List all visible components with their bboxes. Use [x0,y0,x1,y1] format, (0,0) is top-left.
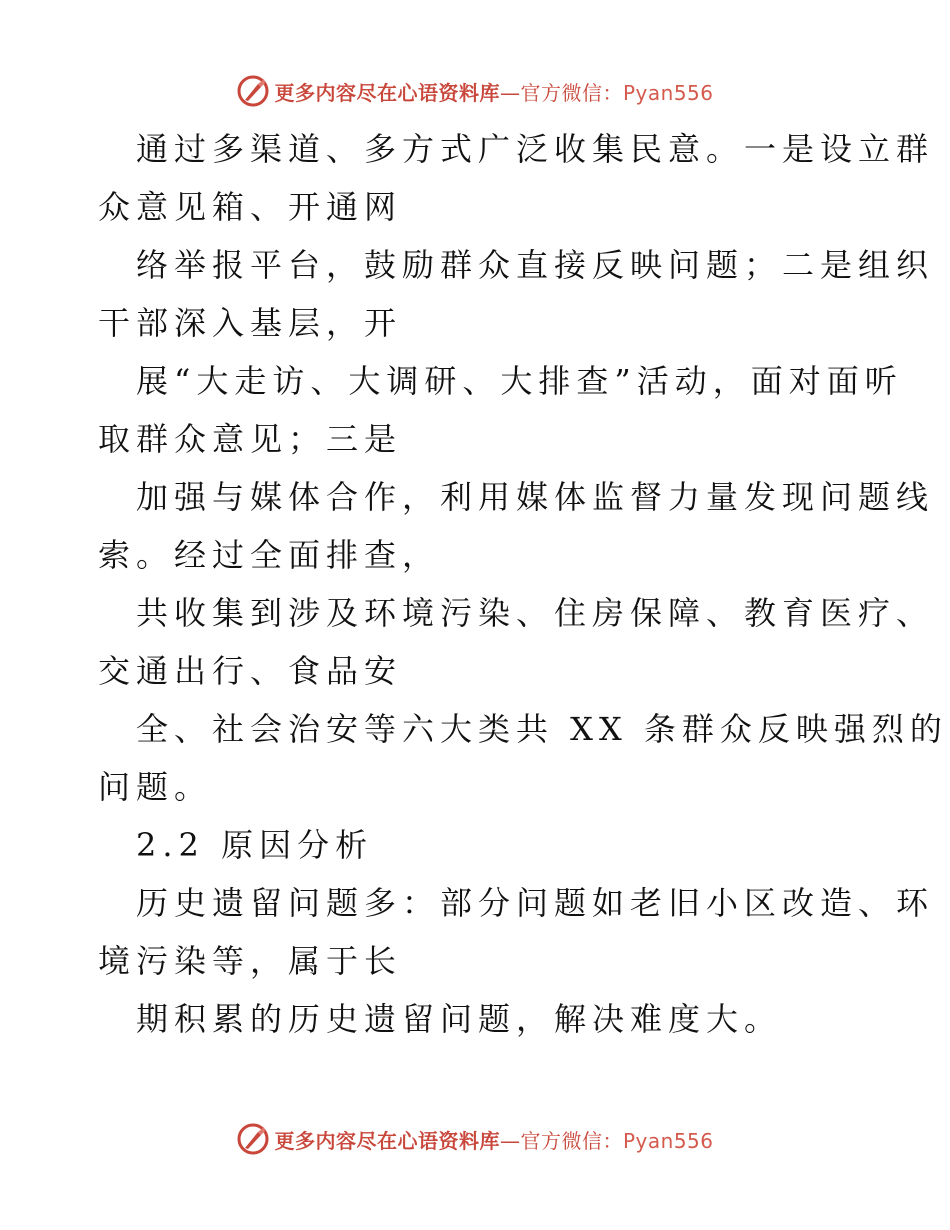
watermark-footer [0,1119,950,1159]
watermark-id: Pyan556 [622,80,714,105]
text-line: 问题。 [98,768,213,806]
text-line: 历史遗留问题多：部分问题如老旧小区改造、环 [136,884,935,922]
watermark-id: Pyan556 [622,1128,714,1153]
text-line: 境污染等，属于长 [98,942,403,980]
watermark-brand: 更多内容尽在心语资料库 [274,1128,500,1153]
text-line: 通过多渠道、多方式广泛收集民意。一是设立群 [136,130,935,168]
watermark-dash: — [499,1128,521,1153]
text-line: 展“大走访、大调研、大排查”活动，面对面听 [136,362,903,400]
text-line: 期积累的历史遗留问题，解决难度大。 [136,1000,783,1038]
text-line: 共收集到涉及环境污染、住房保障、教育医疗、 [136,594,935,632]
watermark-text [274,77,713,106]
watermark-brand: 更多内容尽在心语资料库 [274,80,500,105]
text-line: 交通出行、食品安 [98,652,403,690]
watermark-dash: — [499,80,521,105]
quill-logo-icon [236,74,270,108]
section-heading: 2.2 原因分析 [136,826,374,864]
text-line: 取群众意见；三是 [98,420,403,458]
document-body [98,120,948,1048]
text-line: 索。经过全面排查， [98,536,441,574]
text-line: 众意见箱、开通网 [98,188,403,226]
watermark-text [274,1125,713,1154]
text-line: 全、社会治安等六大类共 XX 条群众反映强烈的 [136,710,948,748]
quill-logo-icon [236,1122,270,1156]
text-line: 干部深入基层，开 [98,304,403,342]
text-line: 络举报平台，鼓励群众直接反映问题；二是组织 [136,246,935,284]
text-line: 加强与媒体合作，利用媒体监督力量发现问题线 [136,478,935,516]
watermark-header [0,71,950,111]
watermark-suffix: 官方微信： [520,80,623,105]
watermark-suffix: 官方微信： [520,1128,623,1153]
